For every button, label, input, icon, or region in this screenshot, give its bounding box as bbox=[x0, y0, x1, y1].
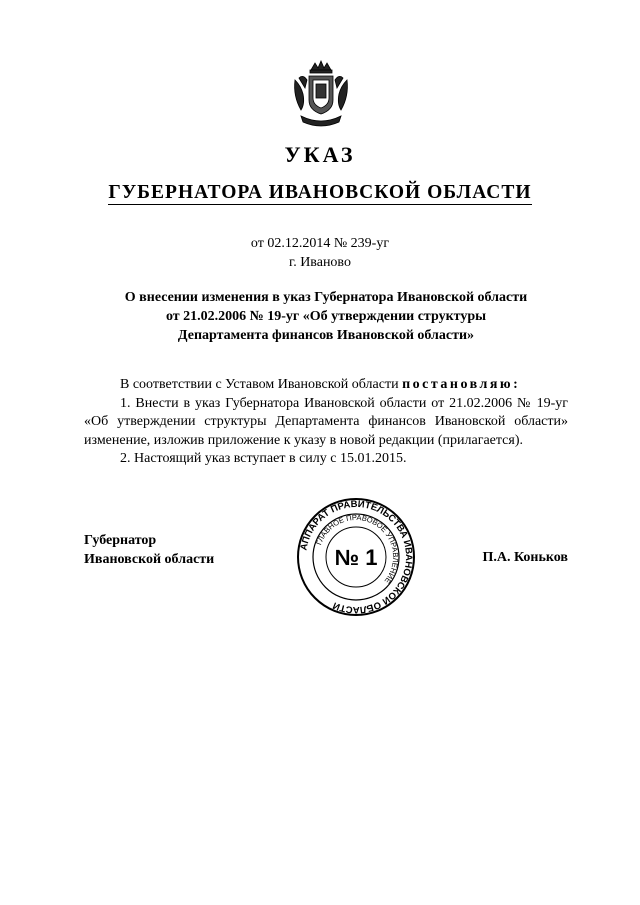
subject-line-1: О внесении изменения в указ Губернатора Ивановской области bbox=[124, 290, 528, 305]
preamble-paragraph bbox=[84, 376, 568, 395]
document-subheading-text: ГУБЕРНАТОРА ИВАНОВСКОЙ ОБЛАСТИ bbox=[108, 182, 532, 203]
document-heading: УКАЗ bbox=[284, 142, 356, 167]
decree-word: постановляю: bbox=[402, 377, 521, 392]
stamp-outer-text: АППАРАТ ПРАВИТЕЛЬСТВА ИВАНОВСКОЙ ОБЛАСТИ bbox=[298, 498, 415, 616]
signatory-position-line-1: Губернатор bbox=[84, 533, 157, 548]
preamble-text: В соответствии с Уставом Ивановской области bbox=[120, 377, 403, 392]
document-date-number: от 02.12.2014 № 239-уг bbox=[250, 236, 390, 251]
stamp-number: № 1 bbox=[334, 545, 378, 570]
document-subheading bbox=[0, 182, 640, 204]
document-city: г. Иваново bbox=[289, 255, 351, 270]
signatory-position-line-2: Ивановской области bbox=[84, 552, 215, 567]
signatory-name: П.А. Коньков bbox=[482, 550, 568, 565]
stamp-inner-text: ГЛАВНОЕ ПРАВОВОЕ УПРАВЛЕНИЕ bbox=[314, 512, 401, 586]
official-stamp bbox=[296, 497, 416, 617]
item-1-paragraph: 1. Внести в указ Губернатора Ивановской области от 21.02.2006 № 19-уг «Об утверждении структуры Департамента финансов Ивановской области» изменение, изложив приложение к указу в новой редакции (прилагается). bbox=[84, 395, 568, 448]
signatory-position bbox=[84, 531, 214, 569]
coat-of-arms-icon bbox=[289, 60, 353, 130]
item-2-paragraph: 2. Настоящий указ вступает в силу с 15.01.2015. bbox=[120, 451, 407, 466]
document-body bbox=[84, 376, 568, 469]
subject-line-3: Департамента финансов Ивановской области» bbox=[177, 328, 475, 343]
subject-line-2: от 21.02.2006 № 19-уг «Об утверждении структуры bbox=[165, 309, 487, 324]
document-subject bbox=[84, 288, 568, 345]
